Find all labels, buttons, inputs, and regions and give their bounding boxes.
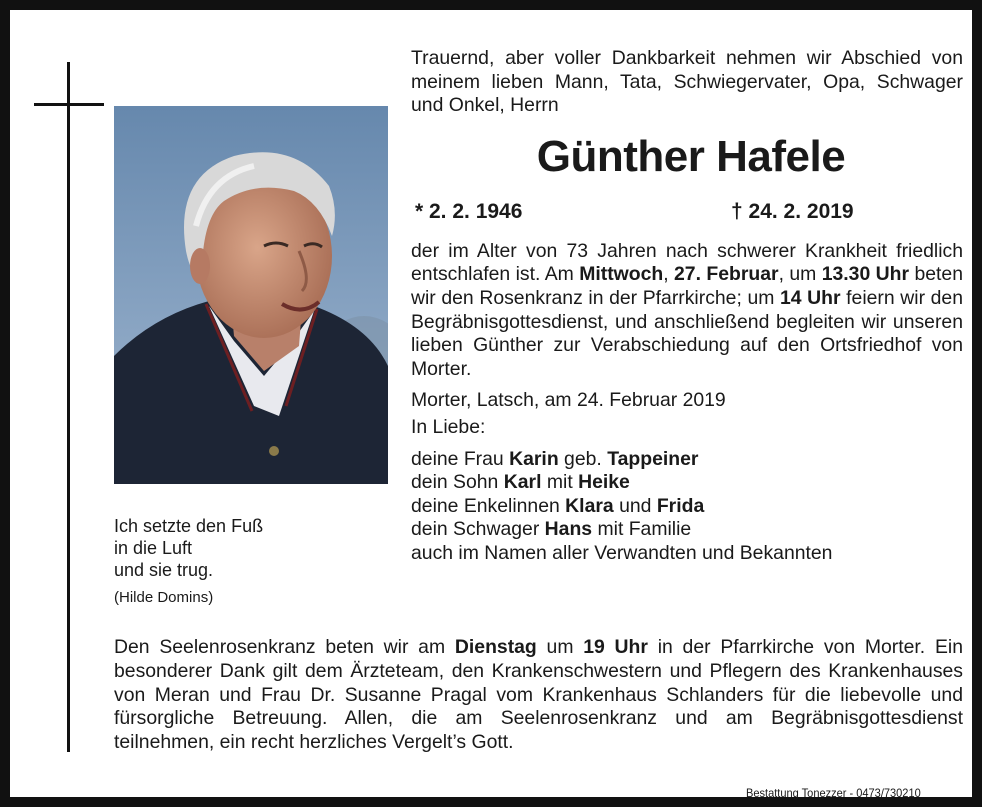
family-line: dein Sohn Karl mit Heike (411, 471, 630, 494)
portrait-illustration (114, 106, 388, 484)
text-run: Den Seelenrosenkranz beten wir am (114, 636, 455, 658)
in-liebe-label: In Liebe: (411, 415, 486, 438)
family-line: auch im Namen aller Verwandten und Bekannten (411, 541, 833, 564)
family-line: deine Enkelinnen Klara und Frida (411, 494, 705, 517)
deceased-name: Günther Hafele (536, 131, 846, 181)
bold-run: 13.30 Uhr (821, 263, 910, 286)
main-text-column (411, 47, 963, 566)
life-dates (411, 200, 963, 240)
poem (114, 515, 263, 609)
text-run: beten wir den Rosenkranz in der Pfarrkirche; um (411, 263, 963, 309)
family-line: deine Frau Karin geb. Tappeiner (411, 447, 699, 470)
bold-run: 19 Uhr (583, 636, 648, 658)
place-date: Morter, Latsch, am 24. Februar 2019 (411, 389, 726, 412)
bold-run: 27. Februar (674, 263, 779, 286)
birth-date: * 2. 2. 1946 (415, 199, 523, 223)
death-date: † 24. 2. 2019 (731, 199, 854, 223)
text-run: , (663, 263, 675, 286)
text-run: um (536, 636, 584, 658)
poem-line: und sie trug. (114, 560, 214, 580)
poem-line: in die Luft (114, 538, 193, 558)
thanks-paragraph (114, 636, 963, 755)
intro-text: Trauernd, aber voller Dankbarkeit nehmen wir Abschied von meinem lieben Mann, Tata, Schwiegervater, Opa, Schwager und Onkel, Herrn (411, 47, 963, 117)
text-run: der im Alter von 73 Jahren nach schwerer Krankheit friedlich entschlafen ist. Am (411, 239, 963, 286)
poem-source: (Hilde Domins) (114, 589, 214, 606)
cross-horizontal-bar (34, 103, 104, 106)
family-line: dein Schwager Hans mit Familie (411, 518, 692, 541)
funeral-announcement (411, 240, 963, 382)
bold-run: 14 Uhr (779, 286, 841, 309)
poem-line: Ich setzte den Fuß (114, 516, 264, 536)
funeral-home-credit: Bestattung Tonezzer - 0473/730210 (746, 786, 921, 800)
family-list (411, 448, 963, 566)
portrait-photo (114, 106, 388, 484)
text-run: feiern wir den Begräbnisgottesdienst, und anschließend begleiten wir unseren lieben Günther zur Verabschiedung auf den Ortsfriedhof von Morter. (411, 286, 963, 380)
text-run: , um (778, 263, 822, 286)
bold-run: Mittwoch (579, 263, 664, 286)
bold-run: Dienstag (454, 636, 537, 658)
text-run: in der Pfarrkirche von Morter. Ein besonderer Dank gilt dem Ärzteteam, den Krankenschwestern und Pflegern des Krankenhauses von Meran und Frau Dr. Susanne Pragal vom Krankenhaus Schlanders für die liebevolle und fürsorgliche Betreuung. Allen, die am Seelenrosenkranz und am Begräbnisgottesdienst teilnehmen, ein recht herzliches Vergelt’s Gott. (114, 636, 963, 754)
cross-vertical-bar (67, 62, 70, 752)
